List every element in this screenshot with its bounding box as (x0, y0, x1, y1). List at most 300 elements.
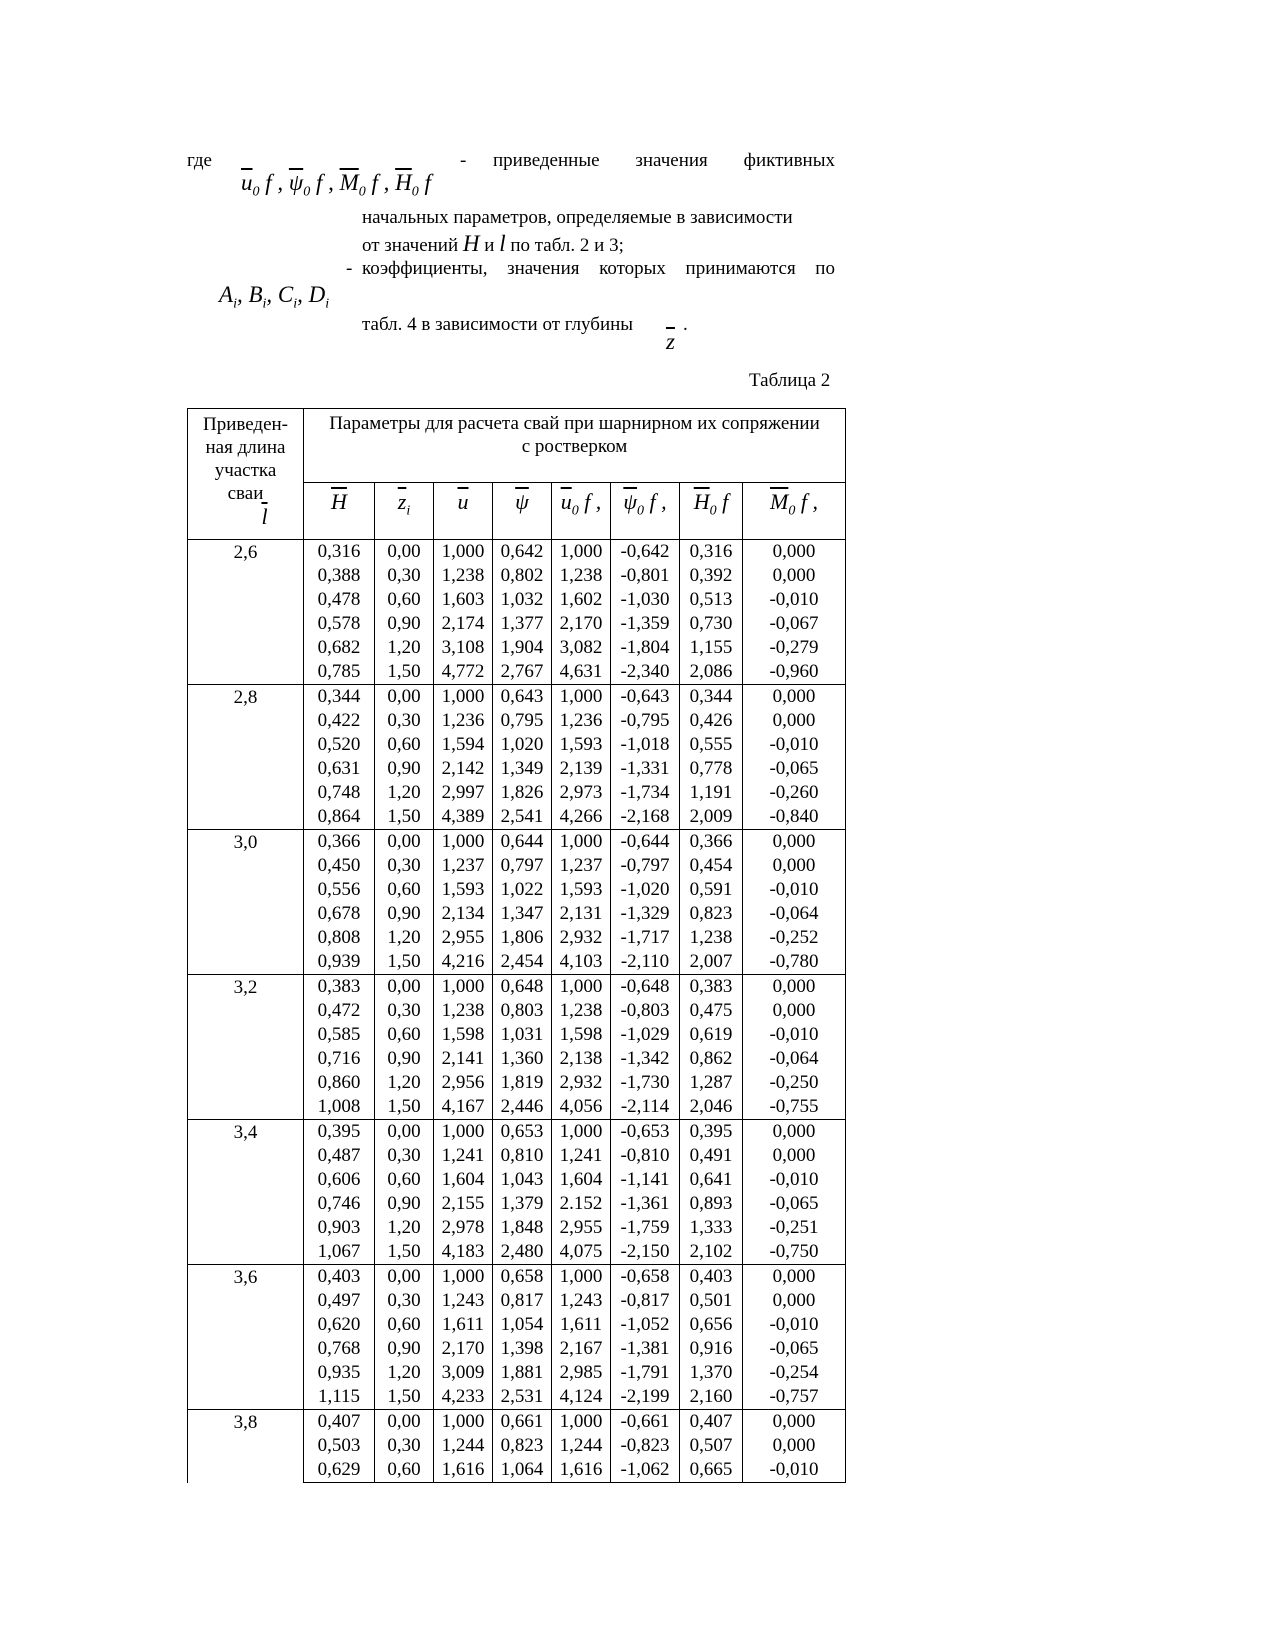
table-cell: 1,360 (493, 1047, 552, 1071)
table-cell: 1,593 (552, 878, 611, 902)
pile-length-value: 3,2 (188, 975, 304, 1120)
text: и (484, 235, 495, 256)
table-cell: 2,531 (493, 1385, 552, 1410)
table-cell: 0,366 (304, 830, 375, 855)
table-cell: 0,653 (493, 1120, 552, 1145)
table-cell: 0,497 (304, 1289, 375, 1313)
table-cell: 0,860 (304, 1071, 375, 1095)
table-cell: 1,115 (304, 1385, 375, 1410)
table-cell: 1,616 (552, 1458, 611, 1483)
table-cell: 0,30 (375, 564, 434, 588)
table-cell: -1,052 (611, 1313, 680, 1337)
table-cell: 0,00 (375, 975, 434, 1000)
intro-line-1 (493, 150, 835, 172)
table-cell: 0,30 (375, 999, 434, 1023)
table-cell: 0,641 (680, 1168, 743, 1192)
col-header-u: $\overline{u}$ (434, 483, 493, 540)
table-cell: 1,000 (434, 540, 493, 565)
table-cell: -0,010 (743, 733, 846, 757)
symbol-z: $\overline{z}$ (666, 329, 675, 354)
table-cell: 0,60 (375, 588, 434, 612)
table-cell: 1,191 (680, 781, 743, 805)
table-cell: 0,501 (680, 1289, 743, 1313)
table-cell: -2,168 (611, 805, 680, 830)
table-cell: 1,50 (375, 805, 434, 830)
table-cell: 2,973 (552, 781, 611, 805)
table-cell: 1,806 (493, 926, 552, 950)
table-cell: 1,50 (375, 1240, 434, 1265)
table-cell: 0,344 (680, 685, 743, 710)
table-cell: 1,238 (680, 926, 743, 950)
intro-line-3 (362, 233, 624, 257)
table-cell: 2,956 (434, 1071, 493, 1095)
table-cell: 0,478 (304, 588, 375, 612)
table-cell: 0,513 (680, 588, 743, 612)
pile-length-value: 3,6 (188, 1265, 304, 1410)
table-cell: 0,678 (304, 902, 375, 926)
table-cell: 2.152 (552, 1192, 611, 1216)
table-cell: 0,817 (493, 1289, 552, 1313)
table-cell: 0,450 (304, 854, 375, 878)
table-cell: 0,00 (375, 1120, 434, 1145)
table-cell: 2,454 (493, 950, 552, 975)
table-cell: -0,065 (743, 1192, 846, 1216)
table-cell: 0,00 (375, 1265, 434, 1290)
table-cell: 0,903 (304, 1216, 375, 1240)
table-cell: 2,767 (493, 660, 552, 685)
col-header-psi0f: $\overline{\psi}_0$ f , (611, 483, 680, 540)
table-cell: -1,331 (611, 757, 680, 781)
parameters-table (187, 408, 846, 1483)
table-cell: 2,102 (680, 1240, 743, 1265)
table-cell: -1,734 (611, 781, 680, 805)
table-cell: 1,881 (493, 1361, 552, 1385)
table-cell: 2,167 (552, 1337, 611, 1361)
table-cell: 1,243 (434, 1289, 493, 1313)
symbol-l: l (499, 231, 506, 256)
table-cell: 0,60 (375, 733, 434, 757)
table-cell: 1,377 (493, 612, 552, 636)
table-cell: 2,155 (434, 1192, 493, 1216)
word: фиктивных (743, 150, 835, 171)
table-cell: 0,00 (375, 1410, 434, 1435)
table-cell: 0,643 (493, 685, 552, 710)
table-cell: 0,000 (743, 1289, 846, 1313)
table-cell: 2,932 (552, 926, 611, 950)
table-cell: 1,604 (434, 1168, 493, 1192)
table-cell: -0,797 (611, 854, 680, 878)
table-cell: 0,403 (304, 1265, 375, 1290)
table-cell: -0,010 (743, 1458, 846, 1483)
table-cell: 0,000 (743, 975, 846, 1000)
table-cell: 0,422 (304, 709, 375, 733)
table-cell: 1,603 (434, 588, 493, 612)
table-cell: 2,541 (493, 805, 552, 830)
col-header-H0f: $\overline{H}_0$ f (680, 483, 743, 540)
table-cell: 2,480 (493, 1240, 552, 1265)
table-cell: 4,216 (434, 950, 493, 975)
table-cell: -0,250 (743, 1071, 846, 1095)
table-cell: 1,236 (434, 709, 493, 733)
table-cell: 1,20 (375, 781, 434, 805)
col-header-H: $\overline{H}$ (304, 483, 375, 540)
table-cell: 4,124 (552, 1385, 611, 1410)
table-cell: -0,810 (611, 1144, 680, 1168)
table-cell: 1,238 (552, 999, 611, 1023)
table-cell: 2,046 (680, 1095, 743, 1120)
table-cell: 0,578 (304, 612, 375, 636)
intro-line-5: табл. 4 в зависимости от глубины (362, 314, 634, 335)
table-cell: 0,795 (493, 709, 552, 733)
period: . (683, 314, 688, 335)
header-symbol-l: $\overline{l}$ (261, 504, 268, 529)
table-cell: 0,585 (304, 1023, 375, 1047)
table-cell: 1,022 (493, 878, 552, 902)
table-cell: -0,803 (611, 999, 680, 1023)
table-cell: 0,475 (680, 999, 743, 1023)
table-cell: 1,602 (552, 588, 611, 612)
header-line: Параметры для расчета свай при шарнирном их сопряжении (329, 413, 820, 434)
col-header-M0f: $\overline{M}_0$ f , (743, 483, 846, 540)
table-cell: 0,503 (304, 1434, 375, 1458)
table-cell: 0,395 (304, 1120, 375, 1145)
col-header-zi: $\overline{z}_i$ (375, 483, 434, 540)
table-cell: -0,643 (611, 685, 680, 710)
table-cell: 0,60 (375, 1458, 434, 1483)
table-cell: 2,932 (552, 1071, 611, 1095)
table-cell: -1,730 (611, 1071, 680, 1095)
table-cell: -2,114 (611, 1095, 680, 1120)
header-pile-length (188, 409, 304, 540)
table-cell: -2,199 (611, 1385, 680, 1410)
table-cell: -1,361 (611, 1192, 680, 1216)
table-cell: 2,086 (680, 660, 743, 685)
table-cell: 1,398 (493, 1337, 552, 1361)
table-cell: 2,978 (434, 1216, 493, 1240)
table-cell: 0,00 (375, 685, 434, 710)
table-cell: -0,010 (743, 588, 846, 612)
table-cell: 1,238 (552, 564, 611, 588)
table-cell: 1,20 (375, 1361, 434, 1385)
table-cell: 0,629 (304, 1458, 375, 1483)
formula-fictive-params: $\overline{u}_0$ f , $\overline{\psi}_0$ f , $\overline{M}_0$ f , $\overline{H}_0$ f (241, 170, 431, 200)
table-cell: 1,604 (552, 1168, 611, 1192)
table-cell: 1,244 (552, 1434, 611, 1458)
table-cell: 1,031 (493, 1023, 552, 1047)
table-cell: 0,30 (375, 1289, 434, 1313)
table-cell: 0,90 (375, 612, 434, 636)
table-cell: 2,174 (434, 612, 493, 636)
table-cell: 0,631 (304, 757, 375, 781)
table-cell: 0,797 (493, 854, 552, 878)
table-cell: -0,653 (611, 1120, 680, 1145)
table-cell: 0,000 (743, 564, 846, 588)
table-cell: 4,772 (434, 660, 493, 685)
table-row (188, 685, 846, 710)
table-cell: 1,333 (680, 1216, 743, 1240)
table-cell: 0,665 (680, 1458, 743, 1483)
table-cell: 1,287 (680, 1071, 743, 1095)
table-cell: -0,823 (611, 1434, 680, 1458)
table-cell: 1,241 (434, 1144, 493, 1168)
table-cell: 2,985 (552, 1361, 611, 1385)
table-cell: -0,010 (743, 878, 846, 902)
word: принимаются (685, 258, 796, 279)
word: по (815, 258, 835, 279)
table-cell: 1,000 (552, 1410, 611, 1435)
table-row (188, 830, 846, 855)
table-cell: -0,260 (743, 781, 846, 805)
table-cell: 2,446 (493, 1095, 552, 1120)
col-header-u0f: $\overline{u}_0$ f , (552, 483, 611, 540)
table-cell: 0,90 (375, 902, 434, 926)
table-cell: 1,020 (493, 733, 552, 757)
table-row (188, 1410, 846, 1435)
table-cell: 0,000 (743, 685, 846, 710)
table-cell: 0,90 (375, 1192, 434, 1216)
table-cell: 4,631 (552, 660, 611, 685)
table-cell: 0,716 (304, 1047, 375, 1071)
table-cell: 0,60 (375, 878, 434, 902)
table-cell: 0,395 (680, 1120, 743, 1145)
table-cell: 1,032 (493, 588, 552, 612)
table-cell: 1,347 (493, 902, 552, 926)
table-cell: 1,826 (493, 781, 552, 805)
table-cell: 1,598 (552, 1023, 611, 1047)
table-cell: 0,746 (304, 1192, 375, 1216)
header-line: ная длина (205, 437, 286, 458)
table-cell: 0,000 (743, 999, 846, 1023)
word: значения (635, 150, 708, 171)
table-cell: 0,407 (304, 1410, 375, 1435)
table-cell: 2,170 (434, 1337, 493, 1361)
table-cell: 0,661 (493, 1410, 552, 1435)
table-cell: 0,366 (680, 830, 743, 855)
table-cell: -1,804 (611, 636, 680, 660)
table-cell: 2,955 (552, 1216, 611, 1240)
table-cell: 1,20 (375, 636, 434, 660)
table-cell: -1,791 (611, 1361, 680, 1385)
symbol-H: H (462, 231, 480, 256)
table-cell: 0,00 (375, 830, 434, 855)
table-cell: -1,717 (611, 926, 680, 950)
table-cell: 0,810 (493, 1144, 552, 1168)
table-cell: 0,344 (304, 685, 375, 710)
table-cell: -0,252 (743, 926, 846, 950)
header-line: Приведен- (202, 414, 289, 435)
pile-length-value: 2,6 (188, 540, 304, 685)
table-cell: -0,644 (611, 830, 680, 855)
table-cell: 0,383 (304, 975, 375, 1000)
table-cell: 1,064 (493, 1458, 552, 1483)
table-cell: 2,170 (552, 612, 611, 636)
table-row (188, 540, 846, 565)
table-cell: 0,000 (743, 540, 846, 565)
table-cell: 0,000 (743, 709, 846, 733)
table-cell: -0,064 (743, 902, 846, 926)
table-cell: 1,50 (375, 1095, 434, 1120)
table-cell: -1,018 (611, 733, 680, 757)
table-cell: 0,935 (304, 1361, 375, 1385)
table-cell: 2,009 (680, 805, 743, 830)
table-cell: 4,389 (434, 805, 493, 830)
table-cell: 1,238 (434, 564, 493, 588)
table-cell: 0,808 (304, 926, 375, 950)
table-cell: 0,000 (743, 1410, 846, 1435)
table-cell: 1,379 (493, 1192, 552, 1216)
table-cell: 0,507 (680, 1434, 743, 1458)
table-cell: 0,388 (304, 564, 375, 588)
table-cell: -0,279 (743, 636, 846, 660)
table-cell: 0,316 (680, 540, 743, 565)
table-cell: 0,785 (304, 660, 375, 685)
table-cell: 0,802 (493, 564, 552, 588)
table-cell: 0,862 (680, 1047, 743, 1071)
table-cell: 0,472 (304, 999, 375, 1023)
table-cell: 0,000 (743, 1434, 846, 1458)
table-cell: 3,108 (434, 636, 493, 660)
table-cell: 2,160 (680, 1385, 743, 1410)
header-line: участка (214, 460, 277, 481)
table-cell: 2,131 (552, 902, 611, 926)
table-cell: 0,620 (304, 1313, 375, 1337)
table-cell: 1,848 (493, 1216, 552, 1240)
table-cell: -0,757 (743, 1385, 846, 1410)
table-cell: -0,065 (743, 1337, 846, 1361)
table-cell: 0,403 (680, 1265, 743, 1290)
col-header-psi: $\overline{\psi}$ (493, 483, 552, 540)
table-cell: 0,392 (680, 564, 743, 588)
table-cell: 0,316 (304, 540, 375, 565)
table-cell: -0,010 (743, 1168, 846, 1192)
word: приведенные (493, 150, 600, 171)
table-cell: -1,329 (611, 902, 680, 926)
text: от значений (362, 235, 459, 256)
table-cell: 1,50 (375, 660, 434, 685)
pile-length-value: 3,8 (188, 1410, 304, 1483)
table-cell: -0,648 (611, 975, 680, 1000)
table-cell: 1,238 (434, 999, 493, 1023)
table-cell: 1,000 (434, 1120, 493, 1145)
table-cell: 2,139 (552, 757, 611, 781)
table-cell: 2,138 (552, 1047, 611, 1071)
table-cell: 0,606 (304, 1168, 375, 1192)
table-cell: -0,755 (743, 1095, 846, 1120)
table-cell: 4,233 (434, 1385, 493, 1410)
table-cell: 1,370 (680, 1361, 743, 1385)
table-cell: 1,243 (552, 1289, 611, 1313)
header-line: сваи (227, 483, 264, 504)
table-cell: 1,000 (552, 1265, 611, 1290)
pile-length-value: 2,8 (188, 685, 304, 830)
table-cell: 0,682 (304, 636, 375, 660)
table-cell: 0,426 (680, 709, 743, 733)
pile-length-value: 3,0 (188, 830, 304, 975)
word: которых (599, 258, 666, 279)
table-cell: 0,803 (493, 999, 552, 1023)
table-cell: 1,000 (434, 685, 493, 710)
table-cell: 1,155 (680, 636, 743, 660)
table-cell: 0,520 (304, 733, 375, 757)
table-cell: 0,487 (304, 1144, 375, 1168)
table-cell: 1,067 (304, 1240, 375, 1265)
where-word: где (187, 150, 212, 171)
table-cell: 1,598 (434, 1023, 493, 1047)
table-cell: 2,141 (434, 1047, 493, 1071)
table-cell: 4,056 (552, 1095, 611, 1120)
table-cell: -0,065 (743, 757, 846, 781)
table-cell: 1,237 (434, 854, 493, 878)
table-cell: -1,030 (611, 588, 680, 612)
table-cell: 1,616 (434, 1458, 493, 1483)
table-cell: 1,593 (434, 878, 493, 902)
intro-line-2: начальных параметров, определяемые в зависимости (362, 207, 793, 228)
table-cell: 1,241 (552, 1144, 611, 1168)
table-cell: 1,000 (434, 830, 493, 855)
header-line: с ростверком (521, 436, 628, 457)
table-cell: 1,054 (493, 1313, 552, 1337)
table-cell: 0,30 (375, 1434, 434, 1458)
table-cell: 0,454 (680, 854, 743, 878)
table-cell: 3,082 (552, 636, 611, 660)
table-cell: -0,780 (743, 950, 846, 975)
table-cell: -0,661 (611, 1410, 680, 1435)
table-cell: 0,939 (304, 950, 375, 975)
pile-length-value: 3,4 (188, 1120, 304, 1265)
table-cell: -0,067 (743, 612, 846, 636)
table-cell: 0,656 (680, 1313, 743, 1337)
table-cell: 0,619 (680, 1023, 743, 1047)
table-cell: 1,008 (304, 1095, 375, 1120)
table-cell: -0,010 (743, 1023, 846, 1047)
intro-line-4 (362, 258, 835, 280)
table-cell: 1,000 (552, 540, 611, 565)
table-cell: 0,383 (680, 975, 743, 1000)
table-cell: 2,007 (680, 950, 743, 975)
table-cell: -1,062 (611, 1458, 680, 1483)
table-cell: 1,50 (375, 950, 434, 975)
table-cell: 1,20 (375, 1071, 434, 1095)
table-cell: 2,134 (434, 902, 493, 926)
header-parameters-group (304, 409, 846, 483)
table-cell: -1,359 (611, 612, 680, 636)
table-cell: 1,000 (552, 830, 611, 855)
table-cell: -1,381 (611, 1337, 680, 1361)
table-cell: 0,30 (375, 1144, 434, 1168)
table-cell: 1,20 (375, 926, 434, 950)
table-cell: 1,349 (493, 757, 552, 781)
table-cell: 0,658 (493, 1265, 552, 1290)
table-cell: 0,555 (680, 733, 743, 757)
table-cell: 1,50 (375, 1385, 434, 1410)
table-cell: -1,029 (611, 1023, 680, 1047)
table-cell: 0,90 (375, 757, 434, 781)
table-cell: 1,819 (493, 1071, 552, 1095)
word: коэффициенты, (362, 258, 488, 279)
table-cell: -0,254 (743, 1361, 846, 1385)
table-cell: 0,407 (680, 1410, 743, 1435)
table-cell: -2,110 (611, 950, 680, 975)
table-cell: 0,748 (304, 781, 375, 805)
table-cell: -0,064 (743, 1047, 846, 1071)
table-cell: 0,000 (743, 830, 846, 855)
text: по табл. 2 и 3; (510, 235, 624, 256)
table-cell: 0,823 (680, 902, 743, 926)
table-cell: 0,642 (493, 540, 552, 565)
table-cell: 3,009 (434, 1361, 493, 1385)
table-caption: Таблица 2 (749, 370, 831, 391)
table-cell: -0,010 (743, 1313, 846, 1337)
